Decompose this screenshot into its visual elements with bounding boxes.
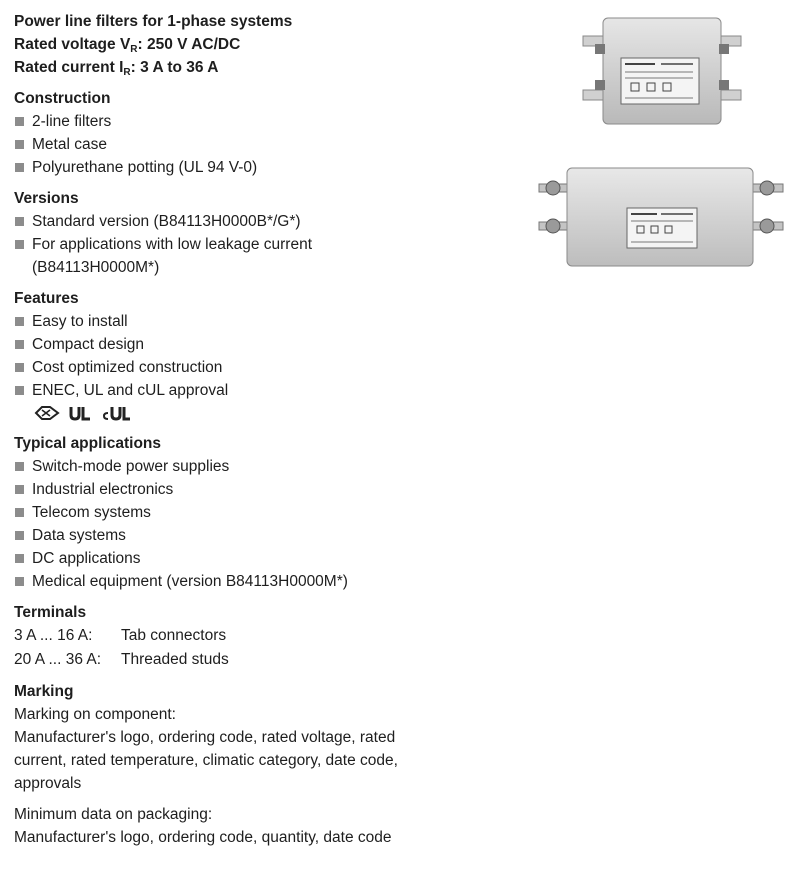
section-title: Features xyxy=(14,290,79,307)
list-item: Compact design xyxy=(14,333,494,356)
certification-logos xyxy=(14,402,494,424)
page-title: Power line filters for 1-phase systems xyxy=(14,13,293,30)
mounting-flange xyxy=(583,90,605,100)
tab-connector xyxy=(595,44,605,54)
section-title: Marking xyxy=(14,683,74,700)
list-item: DC applications xyxy=(14,547,494,570)
section-title: Construction xyxy=(14,90,111,107)
bullet-square-icon xyxy=(15,531,24,540)
bullet-square-icon xyxy=(15,117,24,126)
list-item: Switch-mode power supplies xyxy=(14,455,494,478)
bullet-square-icon xyxy=(15,317,24,326)
list-item: Medical equipment (version B84113H0000M*) xyxy=(14,570,494,593)
list-item: Metal case xyxy=(14,133,494,156)
applications-section xyxy=(14,433,494,593)
filter-photo-tab-connectors xyxy=(575,10,750,135)
bullet-square-icon xyxy=(15,485,24,494)
datasheet-content xyxy=(14,10,494,849)
section-title: Typical applications xyxy=(14,435,162,452)
bullet-square-icon xyxy=(15,363,24,372)
list-item: Polyurethane potting (UL 94 V-0) xyxy=(14,156,494,179)
filter-photo-threaded-studs xyxy=(535,160,790,275)
mounting-flange xyxy=(719,90,741,100)
component-line: approvals xyxy=(14,775,82,792)
terminal-row: 20 A ... 36 A: Threaded studs xyxy=(14,651,229,668)
cul-recognized-icon xyxy=(102,405,132,421)
versions-section xyxy=(14,188,494,279)
marking-section xyxy=(14,681,494,849)
component-label: Marking on component: xyxy=(14,706,176,723)
bullet-square-icon xyxy=(15,554,24,563)
bullet-square-icon xyxy=(15,163,24,172)
bullet-square-icon xyxy=(15,462,24,471)
bullet-square-icon xyxy=(15,577,24,586)
terminal-row: 3 A ... 16 A: Tab connectors xyxy=(14,627,227,644)
list-item: Easy to install xyxy=(14,310,494,333)
rated-voltage: Rated voltage $V_R$: 250 V AC/DC xyxy=(14,36,241,55)
section-title: Terminals xyxy=(14,604,87,621)
terminals-section xyxy=(14,602,494,672)
tab-connector xyxy=(719,80,729,90)
list-item: ENEC, UL and cUL approval xyxy=(14,379,494,402)
packaging-label: Minimum data on packaging: xyxy=(14,806,213,823)
rated-current: Rated current $I_R$: 3 A to 36 A xyxy=(14,59,219,78)
bullet-square-icon xyxy=(15,386,24,395)
component-line: Manufacturer's logo, ordering code, rated voltage, rated xyxy=(14,729,396,746)
list-item: Cost optimized construction xyxy=(14,356,494,379)
list-item: For applications with low leakage current (B84113H0000M*) xyxy=(14,233,494,279)
bullet-square-icon xyxy=(15,340,24,349)
construction-section xyxy=(14,88,494,179)
ul-recognized-icon xyxy=(68,405,94,421)
list-item: Telecom systems xyxy=(14,501,494,524)
component-line: current, rated temperature, climatic category, date code, xyxy=(14,752,398,769)
packaging-line: Manufacturer's logo, ordering code, quantity, date code xyxy=(14,829,392,846)
list-item: 2-line filters xyxy=(14,110,494,133)
features-section xyxy=(14,288,494,424)
list-item: Data systems xyxy=(14,524,494,547)
tab-connector xyxy=(595,80,605,90)
list-item: Industrial electronics xyxy=(14,478,494,501)
bullet-square-icon xyxy=(15,508,24,517)
bullet-square-icon xyxy=(15,240,24,249)
bullet-square-icon xyxy=(15,217,24,226)
list-item: Standard version (B84113H0000B*/G*) xyxy=(14,210,494,233)
tab-connector xyxy=(719,44,729,54)
section-title: Versions xyxy=(14,190,79,207)
header-block xyxy=(14,10,494,79)
bullet-square-icon xyxy=(15,140,24,149)
enec-mark-icon xyxy=(34,405,60,421)
